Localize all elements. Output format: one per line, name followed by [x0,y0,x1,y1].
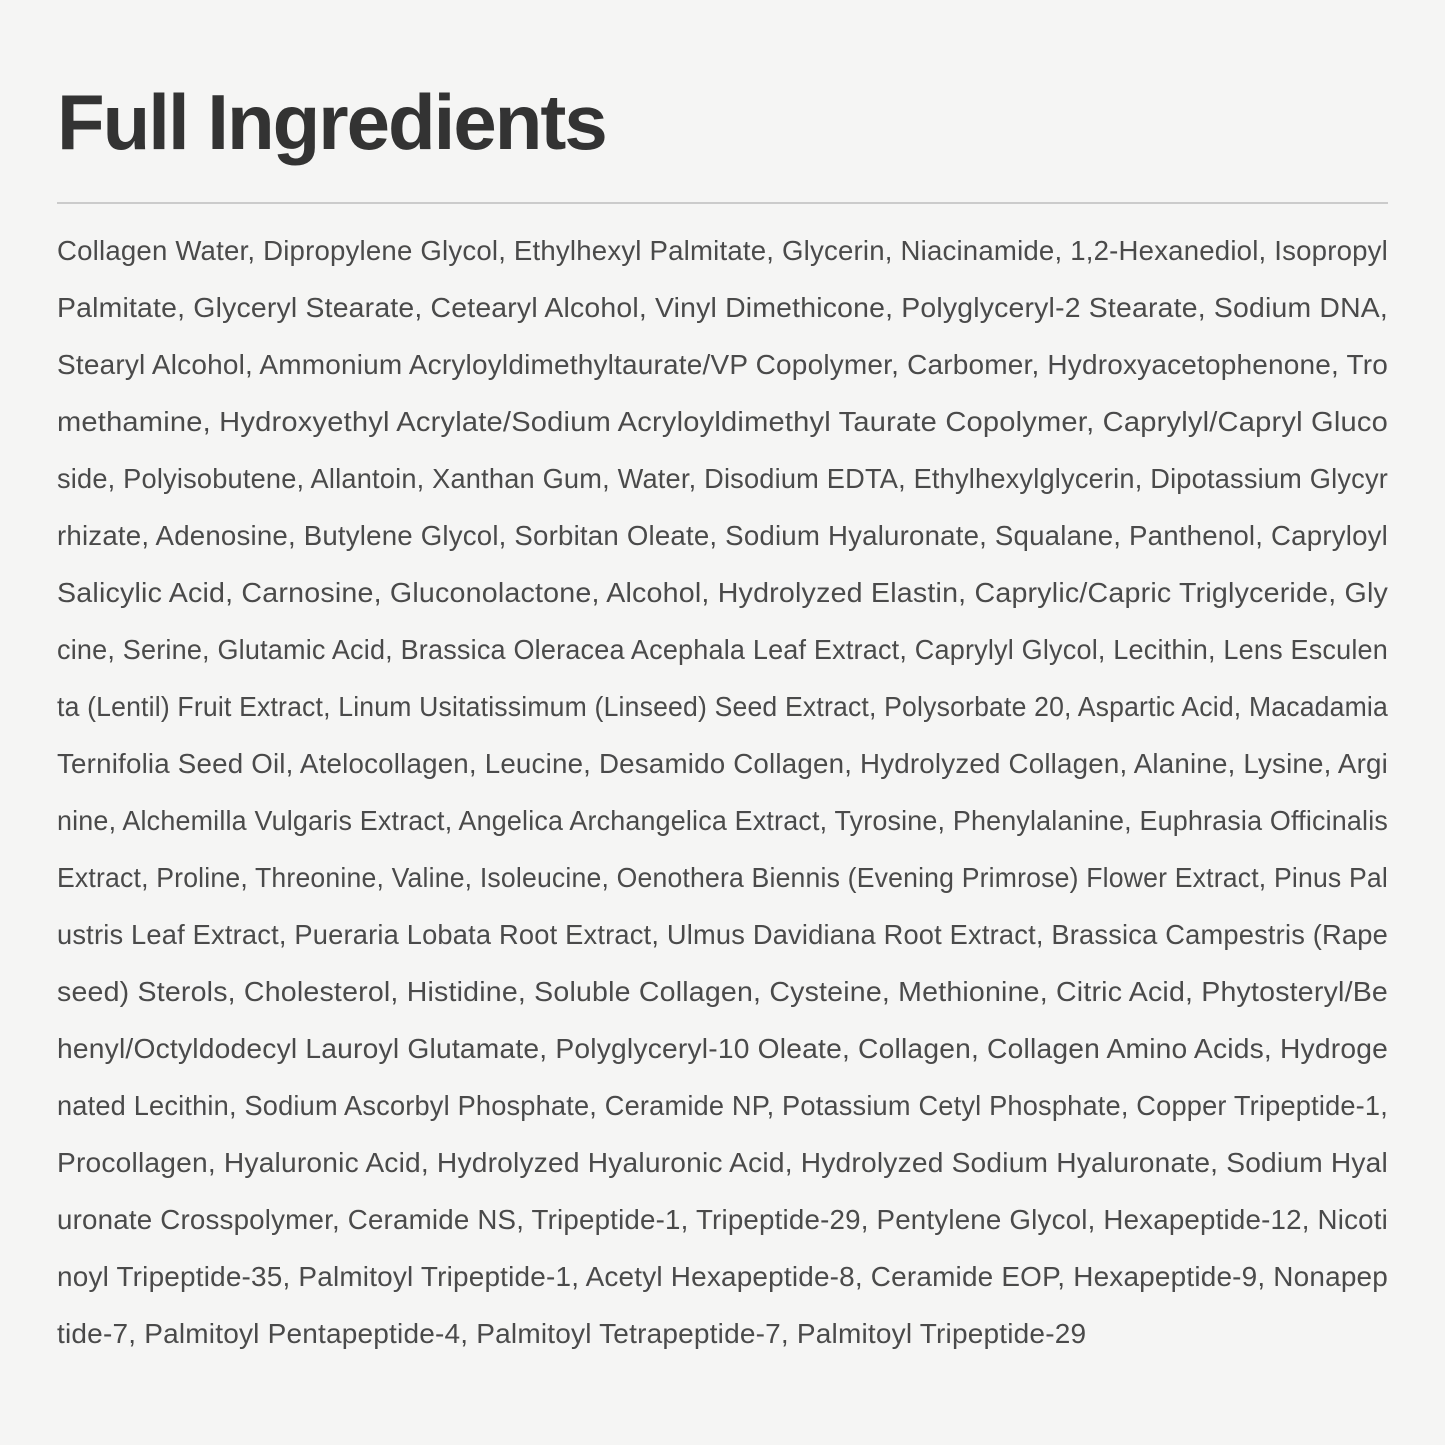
ingredients-line [57,393,1388,450]
ingredients-line-text: henyl/Octyldodecyl Lauroyl Glutamate, Polyglyceryl-10 Oleate, Collagen, Collagen Amino Acids, Hydroge [57,1033,1388,1064]
ingredients-line [57,1134,1388,1191]
ingredients-line [57,1020,1388,1077]
ingredients-line-text: Procollagen, Hyaluronic Acid, Hydrolyzed Hyaluronic Acid, Hydrolyzed Sodium Hyaluronate, Sodium Hyal [57,1147,1388,1178]
ingredients-line [57,1191,1388,1248]
ingredients-line-text: rhizate, Adenosine, Butylene Glycol, Sorbitan Oleate, Sodium Hyaluronate, Squalane, Panthenol, Capryloyl [57,520,1388,551]
ingredients-line-text: seed) Sterols, Cholesterol, Histidine, Soluble Collagen, Cysteine, Methionine, Citric Acid, Phytosteryl/Be [57,976,1388,1007]
ingredients-line-text: nine, Alchemilla Vulgaris Extract, Angelica Archangelica Extract, Tyrosine, Phenylalanine, Euphrasia Officinalis [57,805,1388,836]
ingredients-line-text: side, Polyisobutene, Allantoin, Xanthan Gum, Water, Disodium EDTA, Ethylhexylglycerin, Dipotassium Glycyr [57,463,1388,494]
ingredients-line-text: Ternifolia Seed Oil, Atelocollagen, Leucine, Desamido Collagen, Hydrolyzed Collagen, Alanine, Lysine, Argi [57,748,1388,779]
ingredients-line-text: Extract, Proline, Threonine, Valine, Isoleucine, Oenothera Biennis (Evening Primrose) Flower Extract, Pinus Pal [57,862,1388,893]
ingredients-line [57,735,1388,792]
ingredients-line-text: nated Lecithin, Sodium Ascorbyl Phosphate, Ceramide NP, Potassium Cetyl Phosphate, Copper Tripeptide-1, [57,1090,1388,1121]
ingredients-line [57,963,1388,1020]
ingredients-line [57,564,1388,621]
ingredients-line [57,906,1388,963]
ingredients-line-text: noyl Tripeptide-35, Palmitoyl Tripeptide-1, Acetyl Hexapeptide-8, Ceramide EOP, Hexapeptide-9, Nonapep [57,1261,1388,1292]
ingredients-line [57,1077,1388,1134]
ingredients-line [57,792,1388,849]
full-ingredients-panel [0,67,1445,1445]
ingredients-line-text: Stearyl Alcohol, Ammonium Acryloyldimethyltaurate/VP Copolymer, Carbomer, Hydroxyacetophenone, Tro [57,349,1388,380]
ingredients-line-text: ustris Leaf Extract, Pueraria Lobata Root Extract, Ulmus Davidiana Root Extract, Brassica Campestris (Rape [57,919,1388,950]
ingredients-line [57,849,1388,906]
ingredients-line [57,507,1388,564]
ingredients-line-text: tide-7, Palmitoyl Pentapeptide-4, Palmitoyl Tetrapeptide-7, Palmitoyl Tripeptide-29 [57,1318,1087,1349]
ingredients-line-text: Collagen Water, Dipropylene Glycol, Ethylhexyl Palmitate, Glycerin, Niacinamide, 1,2-Hexanediol, Isopropyl [57,235,1388,266]
ingredients-line-text: uronate Crosspolymer, Ceramide NS, Tripeptide-1, Tripeptide-29, Pentylene Glycol, Hexapeptide-12, Nicoti [57,1204,1388,1235]
ingredients-line [57,279,1388,336]
ingredients-line [57,336,1388,393]
ingredients-line [57,222,1388,279]
title-divider [57,202,1388,204]
ingredients-line [57,1248,1388,1305]
ingredients-line-text: cine, Serine, Glutamic Acid, Brassica Oleracea Acephala Leaf Extract, Caprylyl Glycol, Lecithin, Lens Esculen [57,634,1388,665]
ingredients-line [57,621,1388,678]
ingredients-line [57,678,1388,735]
ingredients-paragraph [57,222,1388,1362]
page-title: Full Ingredients [57,78,606,166]
ingredients-line-text: Palmitate, Glyceryl Stearate, Cetearyl Alcohol, Vinyl Dimethicone, Polyglyceryl-2 Stearate, Sodium DNA, [57,292,1388,323]
ingredients-line-text: methamine, Hydroxyethyl Acrylate/Sodium Acryloyldimethyl Taurate Copolymer, Caprylyl/Capryl Gluco [57,406,1388,437]
ingredients-line-text: ta (Lentil) Fruit Extract, Linum Usitatissimum (Linseed) Seed Extract, Polysorbate 20, Aspartic Acid, Macadamia [57,691,1388,722]
ingredients-line [57,1305,1388,1362]
ingredients-line [57,450,1388,507]
ingredients-line-text: Salicylic Acid, Carnosine, Gluconolactone, Alcohol, Hydrolyzed Elastin, Caprylic/Capric Triglyceride, Gly [57,577,1388,608]
